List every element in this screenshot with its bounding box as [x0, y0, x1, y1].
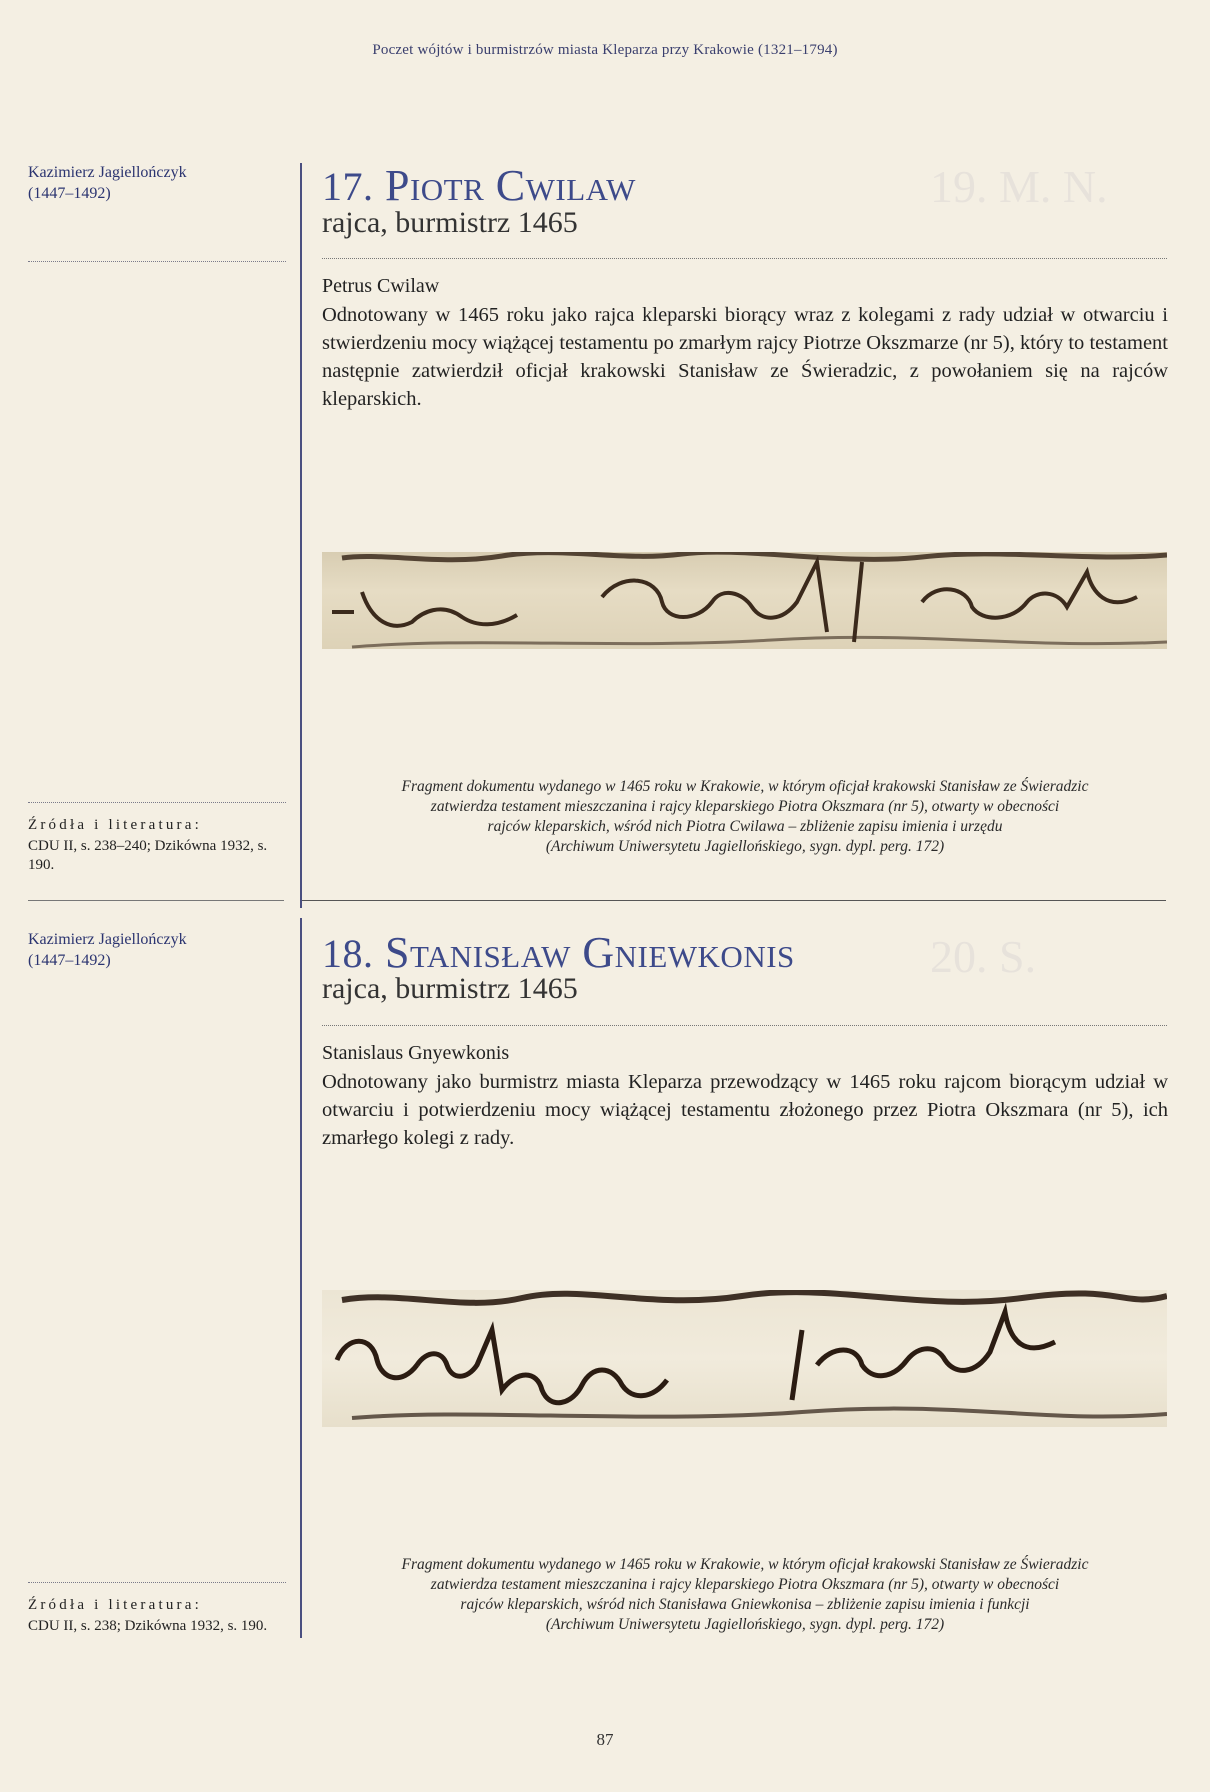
sidebar-divider: [28, 261, 286, 262]
sidebar-divider: [28, 1582, 286, 1583]
latin-name: Stanislaus Gnyewkonis: [322, 1042, 510, 1064]
caption-line: rajców kleparskich, wśród nich Stanisława Gniewkonisa – zbliżenie zapisu imienia i funkcji: [460, 1596, 1030, 1613]
entry-name: Stanisław Gniewkonis: [385, 928, 795, 977]
sidebar-reign: Kazimierz Jagiellończyk: [28, 931, 187, 948]
entry-title: [322, 160, 636, 211]
caption-line: Fragment dokumentu wydanego w 1465 roku w Krakowie, w którym oficjał krakowski Stanisław ze Świeradzic: [401, 778, 1089, 795]
entry-title: [322, 927, 795, 978]
sources-text: CDU II, s. 238; Dzikówna 1932, s. 190.: [28, 1618, 268, 1634]
sidebar-years: (1447–1492): [28, 952, 111, 969]
sources-label: Źródła i literatura:: [28, 817, 202, 833]
latin-name: Petrus Cwilaw: [322, 275, 440, 297]
manuscript-fragment-image: [322, 1290, 1167, 1427]
sidebar-years: (1447–1492): [28, 185, 111, 202]
show-through-ghost: 20. S.: [930, 931, 1037, 982]
column-rule: [300, 163, 302, 908]
show-through-ghost: 19. M. N.: [930, 161, 1108, 212]
sidebar-reign: Kazimierz Jagiellończyk: [28, 164, 187, 181]
sources-text: CDU II, s. 238–240; Dzikówna 1932, s. 190.: [28, 838, 268, 873]
figure-caption: [330, 1555, 1160, 1635]
figure-caption: [330, 777, 1160, 857]
caption-line: zatwierdza testament mieszczanina i rajcy kleparskiego Piotra Okszmara (nr 5), otwarty w obecności: [430, 798, 1060, 815]
caption-line: (Archiwum Uniwersytetu Jagiellońskiego, sygn. dypl. perg. 172): [545, 1616, 945, 1633]
caption-line: Fragment dokumentu wydanego w 1465 roku w Krakowie, w którym oficjał krakowski Stanisław ze Świeradzic: [401, 1556, 1089, 1573]
entry-subtitle: rajca, burmistrz 1465: [322, 972, 578, 1005]
entry-divider: [322, 258, 1167, 259]
caption-line: (Archiwum Uniwersytetu Jagiellońskiego, sygn. dypl. perg. 172): [545, 838, 945, 855]
sidebar-divider: [28, 802, 286, 803]
entry-divider: [322, 1025, 1167, 1026]
entry-body: Odnotowany w 1465 roku jako rajca kleparski biorący wraz z kolegami z rady udział w otwarciu i stwierdzeniu mocy wiążącej testamentu po zmarłym rajcy Piotrze Okszmarze (nr 5), który to testament następnie zatwierdził oficjał krakowski Stanisław ze Świeradzic, z powołaniem się na rajców kleparskich.: [322, 304, 1168, 410]
caption-line: zatwierdza testament mieszczanina i rajcy kleparskiego Piotra Okszmara (nr 5), otwarty w obecności: [430, 1576, 1060, 1593]
manuscript-fragment-image: [322, 552, 1167, 649]
column-rule: [300, 918, 302, 1638]
entry-number: 17.: [322, 164, 374, 209]
sidebar-rule: [28, 900, 284, 901]
entry-separator: [302, 900, 1166, 901]
running-head: Poczet wójtów i burmistrzów miasta Kleparza przy Krakowie (1321–1794): [372, 42, 838, 58]
caption-line: rajców kleparskich, wśród nich Piotra Cwilawa – zbliżenie zapisu imienia i urzędu: [487, 818, 1003, 835]
entry-number: 18.: [322, 931, 374, 976]
sources-label: Źródła i literatura:: [28, 1597, 202, 1613]
entry-subtitle: rajca, burmistrz 1465: [322, 206, 578, 239]
entry-name: Piotr Cwilaw: [385, 161, 636, 210]
entry-body: Odnotowany jako burmistrz miasta Kleparza przewodzący w 1465 roku rajcom biorącym udział w otwarciu i potwierdzeniu mocy wiążącej testamentu złożonego przez Piotra Okszmara (nr 5), ich zmarłego kolegi z rady.: [322, 1071, 1168, 1149]
page-number: 87: [596, 1730, 614, 1749]
